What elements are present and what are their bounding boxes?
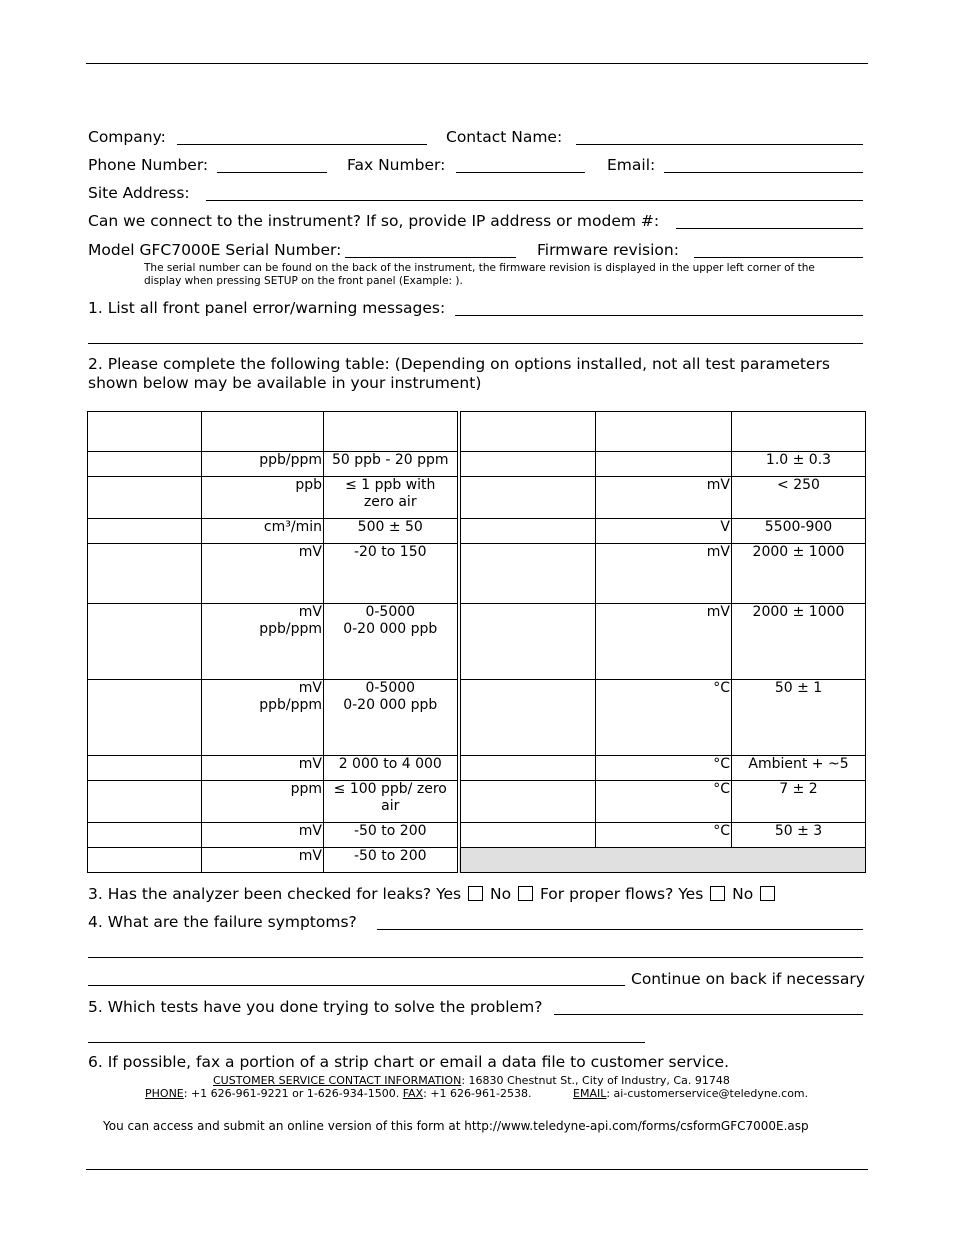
firmware-field[interactable] [694,257,863,258]
observed-value-cell[interactable] [88,823,202,848]
q5-field-line2[interactable] [88,1042,645,1043]
unit-cell: mV [202,756,324,781]
leaks-yes-checkbox[interactable] [468,886,483,901]
q4-field-line3[interactable] [88,985,625,986]
table-cell [732,412,866,452]
observed-value-cell[interactable] [88,781,202,823]
serial-note-line1: The serial number can be found on the back of the instrument, the firmware revision is displayed in the upper left corner of the [144,262,815,274]
range-cell: 0-5000 0-20 000 ppb [324,680,459,756]
unit-cell: mV [202,823,324,848]
question-6: 6. If possible, fax a portion of a strip chart or email a data file to customer service. [88,1053,729,1071]
email-label: Email: [607,156,656,174]
observed-value-cell[interactable] [88,680,202,756]
table-row [88,604,866,680]
unit-cell: mV ppb/ppm [202,680,324,756]
range-cell: 7 ± 2 [732,781,866,823]
table-row [88,781,866,823]
q4-field-line1[interactable] [377,929,863,930]
unit-cell: ppb [202,477,324,519]
observed-value-cell[interactable] [459,604,596,680]
question-1: 1. List all front panel error/warning messages: [88,299,446,317]
table-row [88,477,866,519]
continue-note: Continue on back if necessary [631,970,865,988]
observed-value-cell[interactable] [88,544,202,604]
range-cell: 2000 ± 1000 [732,604,866,680]
unit-cell: ppm [202,781,324,823]
observed-value-cell[interactable] [88,604,202,680]
observed-value-cell[interactable] [88,477,202,519]
unit-cell: ppb/ppm [202,452,324,477]
table-row [88,823,866,848]
table-cell [88,412,202,452]
table-cell [324,412,459,452]
company-label: Company: [88,128,166,146]
range-cell: ≤ 100 ppb/ zero air [324,781,459,823]
range-cell: -50 to 200 [324,823,459,848]
observed-value-cell[interactable] [459,823,596,848]
top-rule [86,63,868,64]
unit-cell: cm³/min [202,519,324,544]
unit-cell: °C [596,756,732,781]
q5-field-line1[interactable] [554,1014,863,1015]
serial-label: Model GFC7000E Serial Number: [88,241,342,259]
question-2-line1: 2. Please complete the following table: (Depending on options installed, not all test parameters [88,355,830,373]
observed-value-cell[interactable] [459,519,596,544]
observed-value-cell[interactable] [88,452,202,477]
range-cell: 500 ± 50 [324,519,459,544]
unit-cell: mV [596,604,732,680]
range-cell: 50 ± 1 [732,680,866,756]
fax-field[interactable] [456,172,585,173]
test-parameter-table [87,411,866,873]
email-field[interactable] [664,172,863,173]
range-cell: 2 000 to 4 000 [324,756,459,781]
table-header-row [88,412,866,452]
contact-label: Contact Name: [446,128,563,146]
unit-cell: mV [596,477,732,519]
shaded-empty-cell [459,848,866,873]
observed-value-cell[interactable] [88,848,202,873]
q4-field-line2[interactable] [88,957,863,958]
question-4: 4. What are the failure symptoms? [88,913,357,931]
unit-cell: °C [596,680,732,756]
table-row [88,519,866,544]
phone-field[interactable] [217,172,327,173]
range-cell: 2000 ± 1000 [732,544,866,604]
table-cell [459,412,596,452]
observed-value-cell[interactable] [459,452,596,477]
range-cell: 50 ± 3 [732,823,866,848]
range-cell: 5500-900 [732,519,866,544]
q1-field-line1[interactable] [455,315,863,316]
range-cell: < 250 [732,477,866,519]
table-row [88,848,866,873]
range-cell: Ambient + ~5 [732,756,866,781]
site-label: Site Address: [88,184,190,202]
unit-cell: °C [596,823,732,848]
table-row [88,756,866,781]
serial-field[interactable] [345,257,516,258]
site-field[interactable] [206,200,863,201]
flows-no-checkbox[interactable] [760,886,775,901]
observed-value-cell[interactable] [459,680,596,756]
table-row [88,452,866,477]
range-cell: ≤ 1 ppb with zero air [324,477,459,519]
range-cell: -50 to 200 [324,848,459,873]
contact-field[interactable] [576,144,863,145]
range-cell: -20 to 150 [324,544,459,604]
unit-cell [596,452,732,477]
leaks-no-checkbox[interactable] [518,886,533,901]
contact-email: EMAIL: ai-customerservice@teledyne.com. [573,1087,809,1100]
observed-value-cell[interactable] [88,519,202,544]
fax-label: Fax Number: [347,156,446,174]
unit-cell: mV [202,544,324,604]
range-cell: 50 ppb - 20 ppm [324,452,459,477]
unit-cell: mV [202,848,324,873]
table-cell [202,412,324,452]
company-field[interactable] [177,144,427,145]
observed-value-cell[interactable] [459,477,596,519]
observed-value-cell[interactable] [459,781,596,823]
bottom-rule [86,1169,868,1170]
contact-address: CUSTOMER SERVICE CONTACT INFORMATION: 16830 Chestnut St., City of Industry, Ca. 91748 [213,1074,730,1087]
observed-value-cell[interactable] [459,756,596,781]
connect-label: Can we connect to the instrument? If so, provide IP address or modem #: [88,212,660,230]
unit-cell: °C [596,781,732,823]
flows-yes-checkbox[interactable] [710,886,725,901]
table-row [88,680,866,756]
phone-label: Phone Number: [88,156,209,174]
observed-value-cell[interactable] [88,756,202,781]
range-cell: 1.0 ± 0.3 [732,452,866,477]
range-cell: 0-5000 0-20 000 ppb [324,604,459,680]
table-row [88,544,866,604]
online-form-note: You can access and submit an online version of this form at http://www.teledyne-api.com/forms/csformGFC7000E.asp [103,1119,809,1133]
serial-note-line2: display when pressing SETUP on the front panel (Example: ). [144,275,463,287]
connect-field[interactable] [676,228,863,229]
unit-cell: mV [596,544,732,604]
firmware-label: Firmware revision: [537,241,679,259]
unit-cell: mV ppb/ppm [202,604,324,680]
question-5: 5. Which tests have you done trying to solve the problem? [88,998,543,1016]
question-3: 3. Has the analyzer been checked for leaks? Yes No For proper flows? Yes No [88,885,777,903]
q1-field-line2[interactable] [88,343,863,344]
question-2-line2: shown below may be available in your instrument) [88,374,482,392]
table-cell [596,412,732,452]
observed-value-cell[interactable] [459,544,596,604]
contact-phone-fax: PHONE: +1 626-961-9221 or 1-626-934-1500. FAX: +1 626-961-2538. [145,1087,532,1100]
unit-cell: V [596,519,732,544]
